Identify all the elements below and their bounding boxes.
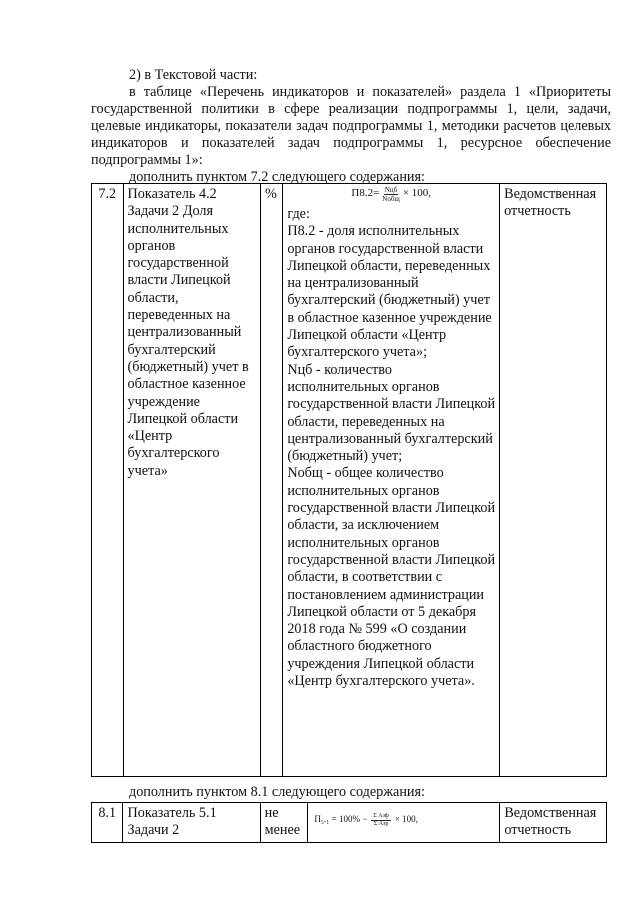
- formula-rhs: × 100,: [402, 187, 432, 200]
- indicator-name: Показатель 4.2 Задачи 2 Доля исполнительных органов государственной власти Липецкой области, переведенных на централизованный бухгалтерский (бюджетный) учет в областное казенное учреждение Липецкой области «Центр бухгалтерского учета»: [123, 184, 260, 777]
- formula-fraction: [371, 813, 391, 828]
- method-cell: [308, 803, 500, 843]
- formula-denominator: Σ Aзр: [373, 820, 389, 827]
- method-description: где: П8.2 - доля исполнительных органов государственной власти Липецкой области, переведенных на централизованный бухгалтерский (бюджетный) учет в областное казенное учреждение Липецкой области «Центр бухгалтерского учета»; Nцб - количество исполнительных органов государственной власти Липецкой области, переведенных на централизованный бухгалтерский (бюджетный) учет; Nобщ - общее количество исполнительных органов государственной власти Липецкой области, за исключением исполнительных органов государственной власти Липецкой области, в соответствии с постановлением администрации Липецкой области от 5 декабря 2018 года № 599 «О создании областного бюджетного учреждения Липецкой области «Центр бухгалтерского учета».: [287, 206, 496, 690]
- formula-lhs: П8.2=: [351, 187, 380, 200]
- indicator-name: Показатель 5.1 Задачи 2: [123, 803, 260, 843]
- formula-7-2: [287, 185, 495, 203]
- table-row: [92, 803, 607, 843]
- row-number: 7.2: [92, 184, 124, 777]
- add-point-7-2-text: дополнить пунктом 7.2 следующего содержания:: [129, 169, 425, 185]
- formula-numerator: Σ Aзф: [373, 812, 389, 819]
- formula-rhs: × 100,: [394, 814, 418, 825]
- formula-8-1: [312, 805, 495, 835]
- intro-paragraph: в таблице «Перечень индикаторов и показателей» раздела 1 «Приоритеты государственной политики в сфере реализации подпрограммы 1, цели, задачи, целевые индикаторы, показатели задач подпрограммы 1, методики расчетов целевых индикаторов и показателей задач подпрограммы 1, ресурсное обеспечение подпрограммы 1»:: [91, 84, 611, 168]
- indicator-table-7-2: [91, 183, 607, 777]
- section-point: 2) в Текстовой части:: [129, 67, 258, 83]
- table-row: [92, 184, 607, 777]
- formula-lhs: П₅.₁ = 100% −: [314, 814, 368, 825]
- row-number: 8.1: [92, 803, 123, 843]
- formula-numerator: Nцб: [384, 185, 398, 194]
- unit-cell: не менее: [260, 803, 308, 843]
- add-point-8-1-text: дополнить пунктом 8.1 следующего содержания:: [129, 784, 425, 800]
- formula-denominator: Nобщ: [382, 194, 400, 203]
- unit-cell: %: [260, 184, 282, 777]
- indicator-table-8-1: [91, 802, 607, 843]
- formula-fraction: [382, 186, 400, 203]
- source-cell: Ведомственная отчетность: [500, 803, 607, 843]
- method-cell: [283, 184, 500, 777]
- source-cell: Ведомственная отчетность: [500, 184, 607, 777]
